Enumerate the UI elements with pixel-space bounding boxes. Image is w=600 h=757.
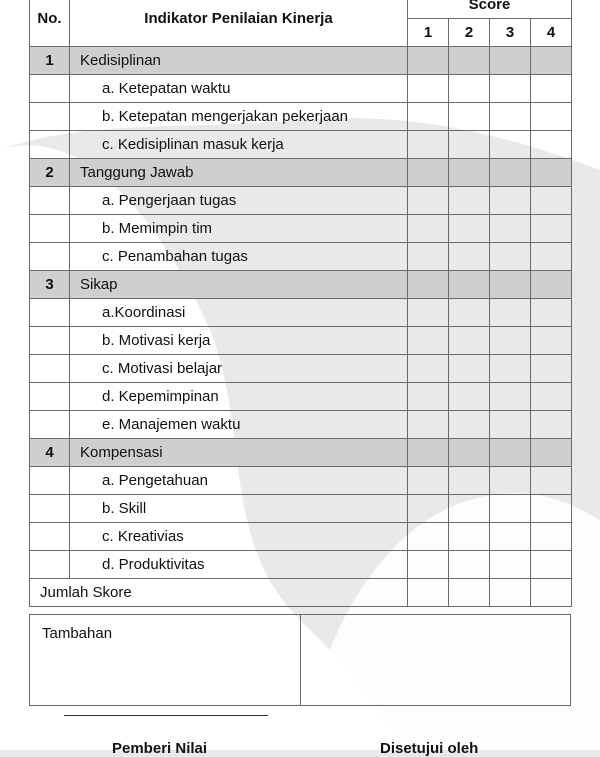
total-score-3-cell[interactable] <box>490 579 531 607</box>
signature-line <box>64 715 268 716</box>
section-score-cell <box>490 159 531 187</box>
indicator-label: d. Produktivitas <box>70 551 408 579</box>
notes-divider <box>300 615 301 705</box>
section-title: Kedisiplinan <box>70 47 408 75</box>
score-4-cell[interactable] <box>531 355 572 383</box>
section-score-cell <box>531 159 572 187</box>
section-row <box>30 439 572 467</box>
score-4-cell[interactable] <box>531 495 572 523</box>
score-2-cell[interactable] <box>449 243 490 271</box>
score-1-cell[interactable] <box>408 467 449 495</box>
kpi-table <box>29 0 572 607</box>
score-1-header: 1 <box>408 19 449 47</box>
indicator-row <box>30 299 572 327</box>
score-2-cell[interactable] <box>449 495 490 523</box>
score-2-cell[interactable] <box>449 75 490 103</box>
score-2-cell[interactable] <box>449 299 490 327</box>
indicator-number-cell <box>30 299 70 327</box>
score-1-cell[interactable] <box>408 411 449 439</box>
score-1-cell[interactable] <box>408 495 449 523</box>
indicator-number-cell <box>30 411 70 439</box>
score-4-cell[interactable] <box>531 243 572 271</box>
indicator-number-cell <box>30 467 70 495</box>
indicator-number-cell <box>30 523 70 551</box>
total-score-2-cell[interactable] <box>449 579 490 607</box>
score-3-cell[interactable] <box>490 551 531 579</box>
indicator-row <box>30 75 572 103</box>
score-3-cell[interactable] <box>490 467 531 495</box>
section-score-cell <box>531 271 572 299</box>
score-1-cell[interactable] <box>408 103 449 131</box>
total-score-1-cell[interactable] <box>408 579 449 607</box>
indicator-label: c. Motivasi belajar <box>70 355 408 383</box>
indicator-row <box>30 103 572 131</box>
section-number: 2 <box>30 159 70 187</box>
section-row <box>30 271 572 299</box>
score-4-header: 4 <box>531 19 572 47</box>
section-number: 4 <box>30 439 70 467</box>
notes-box[interactable] <box>29 614 571 706</box>
indicator-row <box>30 215 572 243</box>
score-2-cell[interactable] <box>449 327 490 355</box>
section-score-cell <box>408 439 449 467</box>
indicator-number-cell <box>30 187 70 215</box>
score-3-cell[interactable] <box>490 383 531 411</box>
indicator-number-cell <box>30 327 70 355</box>
indicator-number-cell <box>30 215 70 243</box>
score-2-cell[interactable] <box>449 187 490 215</box>
section-score-cell <box>490 439 531 467</box>
section-score-cell <box>408 159 449 187</box>
section-title: Sikap <box>70 271 408 299</box>
score-1-cell[interactable] <box>408 243 449 271</box>
indicator-label: d. Kepemimpinan <box>70 383 408 411</box>
total-label: Jumlah Skore <box>30 579 408 607</box>
score-1-cell[interactable] <box>408 187 449 215</box>
section-score-cell <box>449 159 490 187</box>
indicator-row <box>30 411 572 439</box>
total-score-4-cell[interactable] <box>531 579 572 607</box>
score-1-cell[interactable] <box>408 523 449 551</box>
section-score-cell <box>531 439 572 467</box>
indicator-number-cell <box>30 103 70 131</box>
score-2-cell[interactable] <box>449 383 490 411</box>
indicator-row <box>30 355 572 383</box>
score-header: Score <box>408 0 572 19</box>
score-3-cell[interactable] <box>490 327 531 355</box>
total-row <box>30 579 572 607</box>
score-1-cell[interactable] <box>408 327 449 355</box>
score-4-cell[interactable] <box>531 75 572 103</box>
score-1-cell[interactable] <box>408 75 449 103</box>
score-2-cell[interactable] <box>449 103 490 131</box>
section-score-cell <box>490 47 531 75</box>
score-3-header: 3 <box>490 19 531 47</box>
score-3-cell[interactable] <box>490 299 531 327</box>
score-2-cell[interactable] <box>449 215 490 243</box>
score-4-cell[interactable] <box>531 187 572 215</box>
indicator-label: e. Manajemen waktu <box>70 411 408 439</box>
section-score-cell <box>408 271 449 299</box>
indicator-number-cell <box>30 551 70 579</box>
indicator-row <box>30 187 572 215</box>
indicator-row <box>30 495 572 523</box>
section-number: 1 <box>30 47 70 75</box>
section-score-cell <box>449 271 490 299</box>
indicator-label: c. Kreativias <box>70 523 408 551</box>
header-row <box>30 0 572 19</box>
indicator-number-cell <box>30 131 70 159</box>
indicator-number-cell <box>30 495 70 523</box>
score-3-cell[interactable] <box>490 131 531 159</box>
score-4-cell[interactable] <box>531 327 572 355</box>
indicator-label: b. Ketepatan mengerjakan pekerjaan <box>70 103 408 131</box>
score-4-cell[interactable] <box>531 215 572 243</box>
indicator-label: c. Penambahan tugas <box>70 243 408 271</box>
score-1-cell[interactable] <box>408 383 449 411</box>
section-row <box>30 159 572 187</box>
indicator-label: b. Motivasi kerja <box>70 327 408 355</box>
indicator-label: a. Pengerjaan tugas <box>70 187 408 215</box>
indicator-header: Indikator Penilaian Kinerja <box>70 0 408 47</box>
indicator-label: a. Pengetahuan <box>70 467 408 495</box>
section-number: 3 <box>30 271 70 299</box>
score-2-cell[interactable] <box>449 355 490 383</box>
indicator-row <box>30 131 572 159</box>
indicator-row <box>30 467 572 495</box>
score-3-cell[interactable] <box>490 495 531 523</box>
section-score-cell <box>449 47 490 75</box>
indicator-label: a.Koordinasi <box>70 299 408 327</box>
score-1-cell[interactable] <box>408 355 449 383</box>
score-4-cell[interactable] <box>531 523 572 551</box>
section-score-cell <box>449 439 490 467</box>
section-score-cell <box>490 271 531 299</box>
score-2-cell[interactable] <box>449 551 490 579</box>
score-4-cell[interactable] <box>531 467 572 495</box>
indicator-row <box>30 383 572 411</box>
score-3-cell[interactable] <box>490 103 531 131</box>
indicator-number-cell <box>30 383 70 411</box>
score-4-cell[interactable] <box>531 299 572 327</box>
score-2-cell[interactable] <box>449 411 490 439</box>
signer-left-label: Pemberi Nilai <box>112 740 208 757</box>
indicator-number-cell <box>30 75 70 103</box>
indicator-label: a. Ketepatan waktu <box>70 75 408 103</box>
section-score-cell <box>408 47 449 75</box>
indicator-label: b. Memimpin tim <box>70 215 408 243</box>
indicator-row <box>30 327 572 355</box>
section-score-cell <box>531 47 572 75</box>
score-1-cell[interactable] <box>408 215 449 243</box>
score-4-cell[interactable] <box>531 411 572 439</box>
indicator-label: b. Skill <box>70 495 408 523</box>
indicator-row <box>30 243 572 271</box>
section-title: Kompensasi <box>70 439 408 467</box>
indicator-label: c. Kedisiplinan masuk kerja <box>70 131 408 159</box>
score-3-cell[interactable] <box>490 523 531 551</box>
score-3-cell[interactable] <box>490 243 531 271</box>
score-4-cell[interactable] <box>531 551 572 579</box>
score-3-cell[interactable] <box>490 355 531 383</box>
signer-right-label: Disetujui oleh <box>380 740 479 757</box>
score-1-cell[interactable] <box>408 131 449 159</box>
indicator-row <box>30 551 572 579</box>
score-4-cell[interactable] <box>531 383 572 411</box>
score-2-cell[interactable] <box>449 467 490 495</box>
score-4-cell[interactable] <box>531 131 572 159</box>
indicator-number-cell <box>30 243 70 271</box>
notes-label: Tambahan <box>42 625 113 642</box>
section-title: Tanggung Jawab <box>70 159 408 187</box>
kpi-body <box>30 47 572 579</box>
indicator-number-cell <box>30 355 70 383</box>
no-header: No. <box>30 0 70 47</box>
score-1-cell[interactable] <box>408 551 449 579</box>
score-4-cell[interactable] <box>531 103 572 131</box>
indicator-row <box>30 523 572 551</box>
score-2-header: 2 <box>449 19 490 47</box>
score-3-cell[interactable] <box>490 187 531 215</box>
score-3-cell[interactable] <box>490 215 531 243</box>
score-2-cell[interactable] <box>449 131 490 159</box>
score-1-cell[interactable] <box>408 299 449 327</box>
section-row <box>30 47 572 75</box>
score-2-cell[interactable] <box>449 523 490 551</box>
score-3-cell[interactable] <box>490 411 531 439</box>
score-3-cell[interactable] <box>490 75 531 103</box>
